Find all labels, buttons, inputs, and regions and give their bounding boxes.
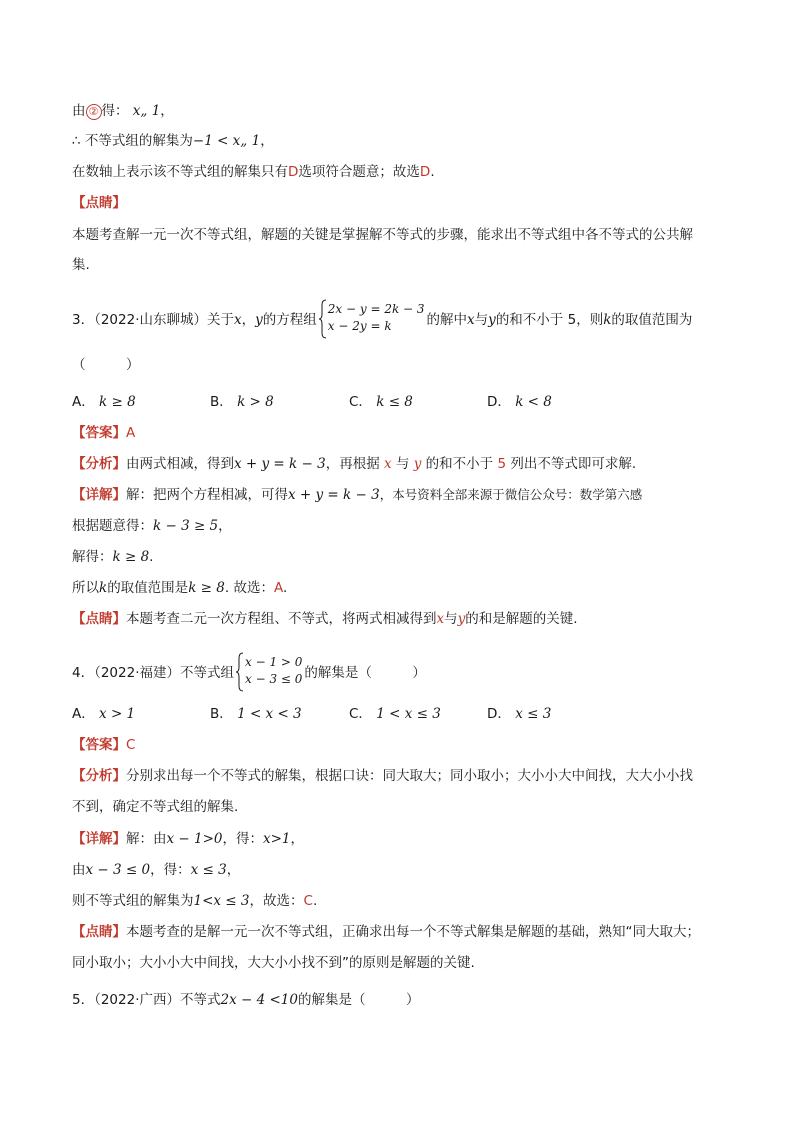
q4-option-d[interactable]: D． x ≤ 3 xyxy=(487,706,552,722)
q3-paren: （ ） xyxy=(72,357,140,373)
q3-analysis: 【分析】由两式相减，得到x + y = k − 3，再根据 x 与 y 的和不小于 5 列出不等式即可求解. xyxy=(72,456,637,472)
q4-option-c[interactable]: C． 1 < x ≤ 3 xyxy=(349,706,441,722)
q3-detail: 【详解】解：把两个方程相减，可得x + y = k − 3，本号资料全部来源于微信公众号：数学第六感 xyxy=(72,487,643,503)
q3-option-d[interactable]: D． k < 8 xyxy=(487,394,552,410)
q3-option-b[interactable]: B． k > 8 xyxy=(210,394,274,410)
brace-icon xyxy=(319,299,327,339)
q3-detail-line-3: 解得：k ≥ 8. xyxy=(72,549,154,565)
solution-line-3: 在数轴上表示该不等式组的解集只有D选项符合题意；故选D. xyxy=(72,164,435,180)
q4-option-b[interactable]: B． 1 < x < 3 xyxy=(210,706,302,722)
q3-equation-system: 2x − y = 2k − 3 x − 2y = k xyxy=(319,301,425,335)
comment-text-1: 本题考查解一元一次不等式组，解题的关键是掌握解不等式的步骤，能求出不等式组中各不等式的公共解 xyxy=(72,227,693,243)
q4-note-2: 同小取小；大小小大中间找，大大小小找不到”的原则是解题的关键. xyxy=(72,955,475,971)
q3-note: 【点睛】本题考查二元一次方程组、不等式，将两式相减得到x与y的和是解题的关键. xyxy=(72,611,578,627)
q4-inequality-system: x − 1 > 0 x − 3 ≤ 0 xyxy=(236,654,302,688)
q3-detail-line-2: 根据题意得：k − 3 ≥ 5， xyxy=(72,518,232,534)
circled-number-2: ② xyxy=(86,104,102,120)
q4-analysis-1: 【分析】分别求出每一个不等式的解集，根据口诀：同大取大；同小取小；大小小大中间找，大大小小找 xyxy=(72,768,693,784)
q4-stem: 4．（2022·福建）不等式组 x − 1 > 0 x − 3 ≤ 0 的解集是（ ） xyxy=(72,656,426,690)
q4-option-a[interactable]: A． x > 1 xyxy=(72,706,136,722)
q3-answer: 【答案】A xyxy=(72,425,136,441)
q3-detail-line-4: 所以k的取值范围是k ≥ 8. 故选：A. xyxy=(72,580,288,596)
q4-analysis-2: 不到，确定不等式组的解集. xyxy=(72,799,239,815)
q4-detail: 【详解】解：由x − 1>0，得：x>1， xyxy=(72,831,305,847)
q3-option-a[interactable]: A． k ≥ 8 xyxy=(72,394,136,410)
q4-detail-line-3: 则不等式组的解集为1<x ≤ 3，故选：C. xyxy=(72,893,318,909)
q4-detail-line-2: 由x − 3 ≤ 0，得：x ≤ 3， xyxy=(72,862,241,878)
q5-stem: 5．（2022·广西）不等式2x − 4 <10的解集是（ ） xyxy=(72,992,420,1008)
q4-answer: 【答案】C xyxy=(72,737,136,753)
q3-option-c[interactable]: C． k ≤ 8 xyxy=(349,394,413,410)
comment-text-2: 集. xyxy=(72,257,90,273)
brace-icon xyxy=(236,652,244,692)
comment-tag: 【点睛】 xyxy=(72,195,126,211)
q4-note-1: 【点睛】本题考查的是解一元一次不等式组，正确求出每一个不等式解集是解题的基础，熟知“同大取大； xyxy=(72,924,700,940)
q3-stem: 3．（2022·山东聊城）关于x，y的方程组 2x − y = 2k − 3 x − 2y = k 的解中x与y的和不小于 5，则k的取值范围为 xyxy=(72,303,692,337)
solution-line-1: 由 ② 得： x„ 1， xyxy=(72,103,174,119)
solution-line-2: ∴ 不等式组的解集为−1 < x„ 1， xyxy=(72,133,274,149)
